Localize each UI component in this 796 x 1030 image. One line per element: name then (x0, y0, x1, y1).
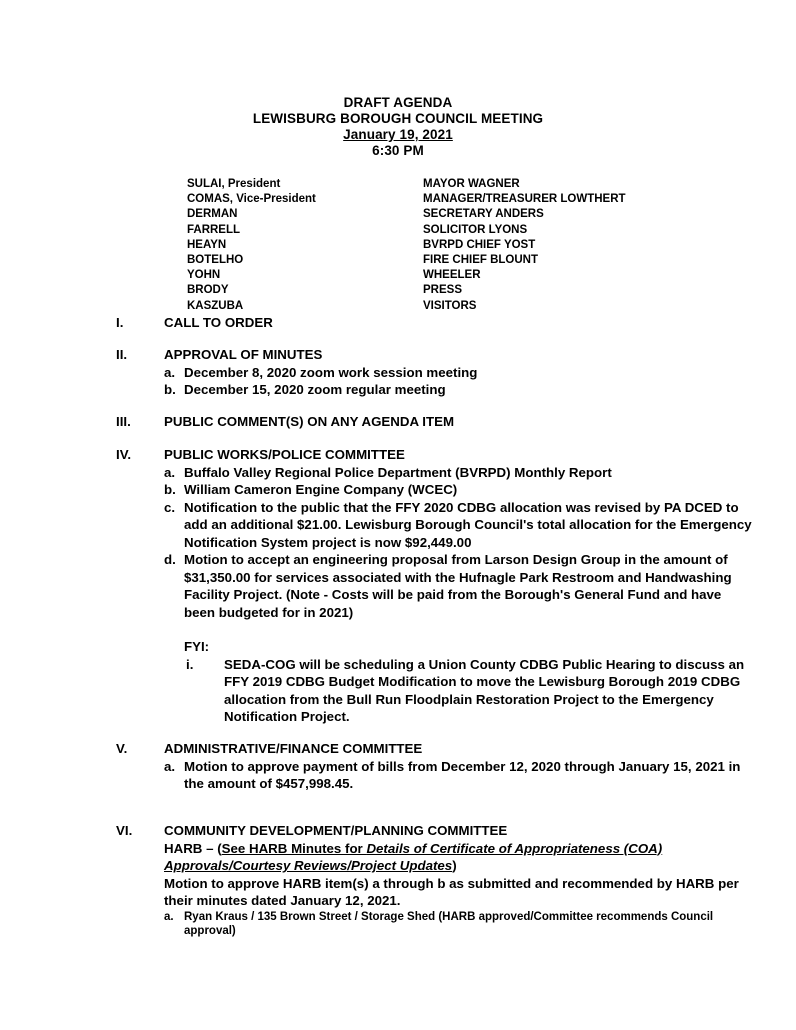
meeting-time: 6:30 PM (372, 143, 424, 158)
attendee: VISITORS (423, 299, 477, 312)
item-text: SEDA-COG will be scheduling a Union County CDBG Public Hearing to discuss an FFY 2019 CDBG Budget Modification to move the Lewisburg Borough 2019 CDBG allocation from the Bull Run Floodplain Restoration Project to the Emergency Notification Project. (224, 656, 745, 724)
section-administrative-finance (116, 740, 756, 793)
attendee: MANAGER/TREASURER LOWTHERT (423, 193, 626, 206)
attendee: FIRE CHIEF BLOUNT (423, 254, 538, 267)
item-text: Motion to approve payment of bills from December 12, 2020 through January 15, 2021 in the amount of $457,998.45. (184, 758, 741, 791)
attendee: SULAI, President (187, 178, 281, 190)
attendee: FARRELL (187, 223, 241, 236)
section-title: PUBLIC COMMENT(S) ON ANY AGENDA ITEM (164, 414, 455, 429)
harb-minutes-link[interactable] (164, 841, 662, 874)
section-community-development (116, 822, 756, 938)
attendee: COMAS, Vice-President (187, 193, 316, 206)
item-text: Ryan Kraus / 135 Brown Street / Storage Shed (HARB approved/Committee recommends Council approval) (184, 910, 714, 937)
item-label: b. (164, 382, 176, 397)
item-text: Motion to accept an engineering proposal from Larson Design Group in the amount of $31,350.00 for services associated with the Hufnagle Park Restroom and Handwashing Facility Project. (Note - Costs will be paid from the Borough's General Fund and have been budgeted for in 2021) (184, 552, 732, 620)
section-approval-of-minutes (116, 346, 756, 399)
item-label: a. (164, 910, 174, 923)
agenda-item (164, 381, 756, 399)
section-title: APPROVAL OF MINUTES (164, 347, 323, 362)
item-text: Notification to the public that the FFY 2020 CDBG allocation was revised by PA DCED to add an additional $21.00. Lewisburg Borough Council's total allocation for the Emergency Notification System project is now $92,449.00 (184, 499, 752, 550)
fyi-item (184, 656, 756, 726)
agenda-item (164, 364, 756, 382)
agenda-item (164, 758, 756, 793)
meeting-name: LEWISBURG BOROUGH COUNCIL MEETING (252, 111, 544, 126)
attendee: DERMAN (187, 208, 238, 221)
item-label: b. (164, 482, 176, 497)
section-numeral: V. (116, 741, 128, 756)
harb-reference (164, 840, 756, 875)
attendee: WHEELER (423, 269, 481, 282)
fyi-block (184, 638, 756, 726)
harb-motion: Motion to approve HARB item(s) a through b as submitted and recommended by HARB per their minutes dated January 12, 2021. (164, 875, 739, 908)
agenda-item (164, 481, 756, 499)
doc-title: DRAFT AGENDA (343, 95, 453, 110)
attendee: PRESS (423, 284, 462, 297)
section-numeral: VI. (116, 823, 133, 838)
attendee: YOHN (187, 269, 221, 282)
section-title: CALL TO ORDER (164, 315, 273, 330)
section-call-to-order (116, 314, 756, 332)
agenda-item (164, 551, 756, 621)
section-numeral: III. (116, 414, 131, 429)
agenda-item (164, 464, 756, 482)
attendee: BRODY (187, 284, 229, 297)
agenda-item (164, 910, 756, 938)
item-text: Buffalo Valley Regional Police Department (BVRPD) Monthly Report (184, 464, 612, 480)
section-public-comment (116, 413, 756, 431)
section-numeral: II. (116, 347, 128, 362)
item-label: i. (186, 656, 194, 672)
officials-list (423, 177, 626, 314)
attendee: SECRETARY ANDERS (423, 208, 544, 221)
section-title: ADMINISTRATIVE/FINANCE COMMITTEE (164, 741, 423, 756)
agenda-header (0, 95, 796, 159)
item-label: d. (164, 552, 176, 567)
item-text: December 8, 2020 zoom work session meeting (184, 364, 478, 380)
meeting-date: January 19, 2021 (343, 127, 453, 142)
item-text: William Cameron Engine Company (WCEC) (184, 482, 458, 497)
item-text: December 15, 2020 zoom regular meeting (184, 382, 446, 397)
item-label: a. (164, 364, 176, 380)
agenda-item (164, 499, 756, 552)
fyi-label: FYI: (184, 639, 210, 654)
attendee: KASZUBA (187, 299, 244, 312)
section-numeral: IV. (116, 447, 132, 462)
council-members-list (187, 177, 316, 314)
item-label: a. (164, 758, 176, 774)
attendee: SOLICITOR LYONS (423, 223, 528, 236)
attendee: BVRPD CHIEF YOST (423, 238, 536, 251)
harb-prefix: HARB – ( (164, 840, 222, 856)
item-label: a. (164, 464, 176, 480)
harb-link-text: See HARB Minutes for (221, 840, 367, 856)
section-numeral: I. (116, 315, 124, 330)
item-label: c. (164, 499, 176, 515)
attendee: MAYOR WAGNER (423, 178, 520, 190)
section-public-works-police (116, 446, 756, 726)
attendee: BOTELHO (187, 254, 244, 267)
harb-link-italic-text: Details of Certificate of Appropriateness (COA) Approvals/Courtesy Reviews/Project Updates (164, 840, 663, 873)
section-title: PUBLIC WORKS/POLICE COMMITTEE (164, 447, 405, 462)
harb-suffix: ) (452, 858, 457, 873)
attendee: HEAYN (187, 238, 227, 251)
section-title: COMMUNITY DEVELOPMENT/PLANNING COMMITTEE (164, 823, 508, 838)
